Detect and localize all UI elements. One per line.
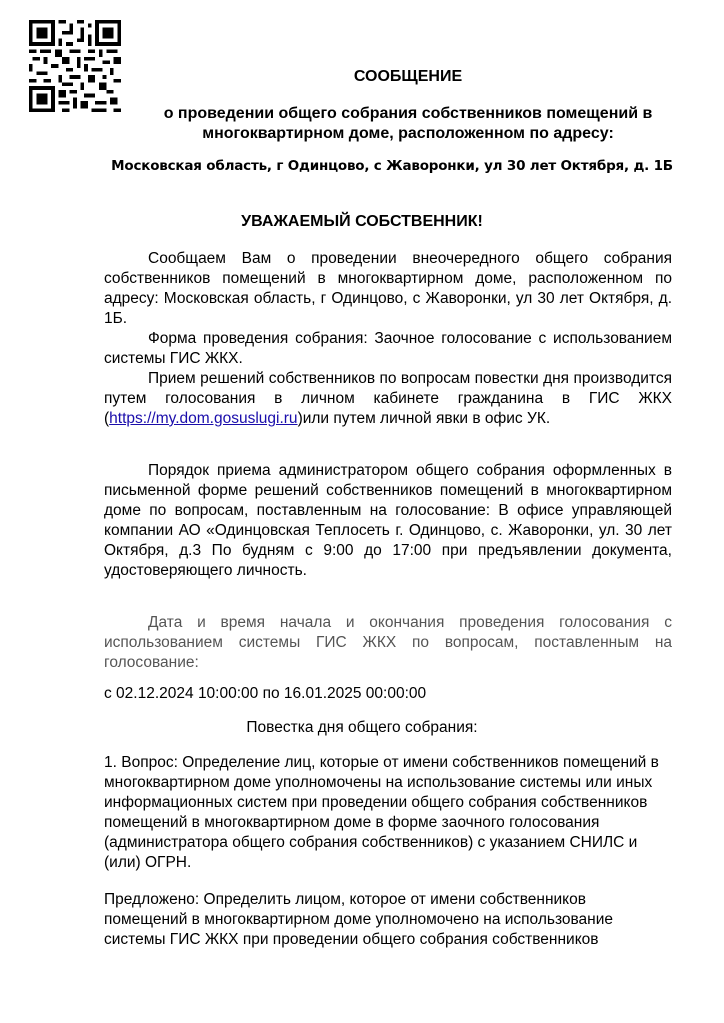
agenda-question-1: 1. Вопрос: Определение лиц, которые от имени собственников помещений в многоквартирном доме уполномочены на использование системы или иных информационных систем при проведении общего собрания собственников помещений в многоквартирном доме в форме заочного голосования (администратора общего собрания собственников) с указанием СНИЛС и (или) ОГРН.: [104, 754, 659, 871]
paragraph-meeting-notice: Сообщаем Вам о проведении внеочередного общего собрания собственников помещений в многоквартирном доме, расположенном по адресу: Московская область, г Одинцово, с Жаворонки, ул 30 лет Октября, д. 1Б.: [104, 250, 672, 327]
document-title: СООБЩЕНИЕ: [353, 68, 463, 85]
paragraph-decisions-acceptance: [104, 369, 672, 429]
decisions-text-end: )или путем личной явки в офис УК.: [297, 410, 551, 427]
decisions-text-start: Прием решений собственников по вопросам повестки дня производится путем голосования в личном кабинете гражданина в ГИС ЖКХ (: [104, 370, 672, 427]
paragraph-meeting-form: Форма проведения собрания: Заочное голосование с использованием системы ГИС ЖКХ.: [104, 330, 672, 367]
agenda-title: Повестка дня общего собрания:: [246, 719, 478, 736]
building-address: Московская область, г Одинцово, с Жаворонки, ул 30 лет Октября, д. 1Б: [111, 158, 673, 174]
greeting-heading: УВАЖАЕМЫЙ СОБСТВЕННИК!: [241, 213, 483, 230]
paragraph-voting-period-intro: Дата и время начала и окончания проведения голосования с использованием системы ГИС ЖКХ по вопросам, поставленным на голосование:: [104, 614, 672, 671]
voting-dates: с 02.12.2024 10:00:00 по 16.01.2025 00:00:00: [104, 685, 427, 702]
paragraph-decision-procedure: Порядок приема администратором общего собрания оформленных в письменной форме решений собственников помещений в многоквартирном доме по вопросам, поставленным на голосование: В офисе управляющей компании АО «Одинцовская Теплосеть г. Одинцово, с. Жаворонки, ул. 30 лет Октября, д.3 По будням с 9:00 до 17:00 при предъявлении документа, удостоверяющего личность.: [104, 462, 672, 579]
document-subtitle: о проведении общего собрания собственников помещений в многоквартирном доме, расположенном по адресу:: [163, 105, 653, 142]
gosuslugi-link[interactable]: https://my.dom.gosuslugi.ru: [109, 410, 298, 427]
qr-code-icon: [29, 20, 121, 112]
agenda-question-1-proposal: Предложено: Определить лицом, которое от имени собственников помещений в многоквартирном доме уполномочено на использование системы ГИС ЖКХ при проведении общего собрания собственников: [104, 891, 614, 948]
